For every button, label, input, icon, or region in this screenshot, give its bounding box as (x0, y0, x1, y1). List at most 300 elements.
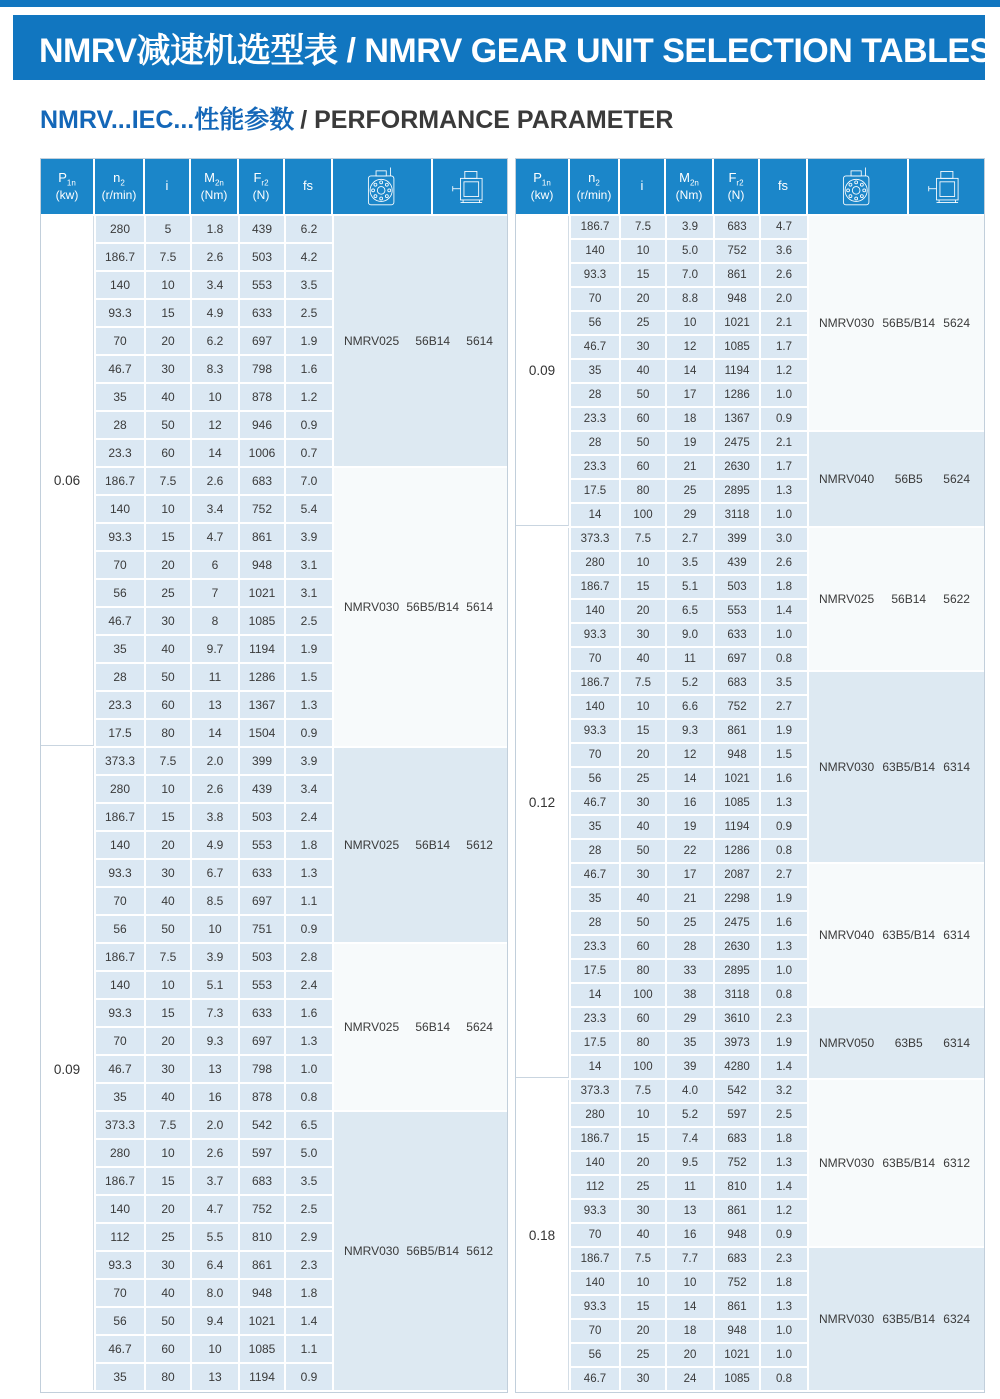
cell-fs: 7.0 (286, 468, 332, 494)
cell-fs: 4.7 (761, 216, 807, 238)
col-header-fs (285, 159, 331, 214)
cell-fr2: 2895 (715, 960, 759, 982)
cell-n2: 46.7 (96, 1336, 144, 1362)
cell-n2: 186.7 (571, 216, 619, 238)
cell-fs: 1.6 (761, 768, 807, 790)
col-header-symbol: fs (777, 178, 789, 194)
col-header-symbol: $M_{2n}$ (679, 169, 699, 188)
cell-fr2: 503 (240, 804, 284, 830)
model-cell (809, 432, 984, 526)
cell-i: 50 (146, 916, 190, 942)
cell-n2: 70 (96, 1028, 144, 1054)
cell-fs: 1.0 (761, 1344, 807, 1366)
cell-n2: 56 (96, 1308, 144, 1334)
flange-size: 56B5/B14 (406, 1244, 460, 1258)
model-name: NMRV025 (344, 838, 400, 852)
cell-i: 100 (621, 504, 665, 526)
cell-i: 10 (621, 696, 665, 718)
cell-m2n: 10 (667, 312, 713, 334)
cell-m2n: 9.4 (192, 1308, 238, 1334)
cell-n2: 140 (571, 1272, 619, 1294)
cell-m2n: 6 (192, 552, 238, 578)
cell-n2: 14 (571, 1056, 619, 1078)
data-grid (571, 432, 807, 526)
cell-m2n: 6.2 (192, 328, 238, 354)
cell-i: 60 (621, 456, 665, 478)
cell-m2n: 16 (667, 1224, 713, 1246)
cell-i: 20 (146, 832, 190, 858)
cell-fr2: 3973 (715, 1032, 759, 1054)
cell-m2n: 3.5 (667, 552, 713, 574)
flange-size: 63B5/B14 (882, 928, 936, 942)
cell-fs: 1.6 (761, 912, 807, 934)
data-grid (571, 216, 807, 430)
unit-code: 5614 (466, 334, 493, 348)
cell-fs: 1.3 (761, 936, 807, 958)
cell-n2: 112 (96, 1224, 144, 1250)
cell-n2: 112 (571, 1176, 619, 1198)
col-header-symbol: $F_{r2}$ (253, 169, 269, 188)
cell-fr2: 1286 (240, 664, 284, 690)
cell-fs: 4.2 (286, 244, 332, 270)
cell-fs: 6.5 (286, 1112, 332, 1138)
cell-fs: 1.6 (286, 356, 332, 382)
model-name: NMRV030 (819, 1312, 875, 1326)
cell-m2n: 3.9 (667, 216, 713, 238)
data-grid (96, 748, 332, 942)
cell-n2: 280 (96, 1140, 144, 1166)
cell-fs: 1.8 (761, 1128, 807, 1150)
subgroup-column (96, 748, 507, 1390)
cell-i: 10 (146, 272, 190, 298)
cell-i: 15 (621, 576, 665, 598)
cell-i: 10 (621, 1272, 665, 1294)
cell-i: 40 (621, 816, 665, 838)
cell-n2: 140 (571, 1152, 619, 1174)
model-name: NMRV025 (344, 334, 400, 348)
cell-fr2: 948 (715, 288, 759, 310)
cell-m2n: 2.0 (192, 748, 238, 774)
cell-fs: 2.1 (761, 312, 807, 334)
cell-i: 40 (146, 1280, 190, 1306)
cell-n2: 17.5 (571, 960, 619, 982)
model-name: NMRV030 (344, 600, 400, 614)
cell-i: 100 (621, 1056, 665, 1078)
cell-n2: 186.7 (571, 1128, 619, 1150)
top-border-strip (0, 0, 1000, 7)
flange-size: 63B5/B14 (882, 1312, 936, 1326)
cell-fs: 3.9 (286, 748, 332, 774)
subgroup-column (96, 216, 507, 746)
cell-n2: 93.3 (96, 1252, 144, 1278)
power-group (516, 216, 984, 526)
cell-m2n: 7.7 (667, 1248, 713, 1270)
cell-m2n: 2.6 (192, 468, 238, 494)
model-subgroup (571, 1248, 984, 1390)
cell-m2n: 12 (192, 412, 238, 438)
cell-i: 7.5 (621, 528, 665, 550)
cell-i: 60 (621, 408, 665, 430)
cell-fs: 1.4 (761, 1056, 807, 1078)
cell-n2: 186.7 (96, 1168, 144, 1194)
data-grid (571, 864, 807, 1006)
cell-n2: 186.7 (96, 804, 144, 830)
cell-i: 10 (146, 496, 190, 522)
col-header-unit: (N) (252, 188, 270, 203)
power-group (516, 528, 984, 1078)
cell-n2: 46.7 (571, 1368, 619, 1390)
cell-fr2: 1085 (715, 1368, 759, 1390)
cell-n2: 70 (571, 648, 619, 670)
cell-fs: 1.2 (286, 384, 332, 410)
model-subgroup (96, 748, 507, 942)
cell-n2: 28 (96, 412, 144, 438)
cell-i: 25 (621, 1176, 665, 1198)
cell-n2: 35 (571, 360, 619, 382)
cell-m2n: 5.0 (667, 240, 713, 262)
cell-fr2: 752 (240, 1196, 284, 1222)
model-cell (334, 944, 507, 1110)
cell-fs: 1.2 (761, 360, 807, 382)
cell-fr2: 861 (715, 1200, 759, 1222)
cell-fs: 1.3 (286, 1028, 332, 1054)
cell-i: 7.5 (621, 216, 665, 238)
cell-i: 15 (621, 1296, 665, 1318)
cell-n2: 35 (571, 888, 619, 910)
model-cell (809, 672, 984, 862)
cell-i: 40 (621, 360, 665, 382)
model-name: NMRV025 (819, 592, 875, 606)
selection-table-left (40, 158, 508, 1393)
cell-m2n: 2.0 (192, 1112, 238, 1138)
model-subgroup (571, 1080, 984, 1246)
flange-size: 56B5/B14 (406, 600, 460, 614)
cell-fs: 1.7 (761, 336, 807, 358)
model-subgroup (571, 672, 984, 862)
cell-fr2: 948 (715, 1320, 759, 1342)
cell-fr2: 1367 (715, 408, 759, 430)
cell-n2: 70 (571, 288, 619, 310)
flange-size: 56B5/B14 (882, 316, 936, 330)
cell-n2: 93.3 (571, 720, 619, 742)
cell-n2: 46.7 (571, 792, 619, 814)
cell-m2n: 3.9 (192, 944, 238, 970)
cell-i: 50 (621, 840, 665, 862)
model-cell (809, 1008, 984, 1078)
cell-fr2: 2298 (715, 888, 759, 910)
col-header-symbol: $P_{1n}$ (533, 169, 551, 188)
cell-m2n: 13 (192, 692, 238, 718)
col-header-fr2 (714, 159, 758, 214)
cell-fr2: 683 (715, 1128, 759, 1150)
cell-i: 15 (146, 1168, 190, 1194)
cell-n2: 46.7 (96, 356, 144, 382)
cell-m2n: 33 (667, 960, 713, 982)
cell-m2n: 14 (667, 1296, 713, 1318)
cell-fs: 2.3 (286, 1252, 332, 1278)
cell-m2n: 17 (667, 864, 713, 886)
cell-i: 25 (621, 312, 665, 334)
cell-m2n: 6.5 (667, 600, 713, 622)
cell-i: 7.5 (146, 1112, 190, 1138)
cell-fr2: 751 (240, 916, 284, 942)
cell-fr2: 1194 (240, 1364, 284, 1390)
cell-i: 20 (621, 1152, 665, 1174)
cell-m2n: 20 (667, 1344, 713, 1366)
cell-m2n: 4.9 (192, 832, 238, 858)
table-body (516, 216, 984, 1392)
cell-n2: 28 (571, 432, 619, 454)
unit-code: 5622 (943, 592, 970, 606)
cell-i: 7.5 (146, 244, 190, 270)
cell-m2n: 14 (667, 360, 713, 382)
cell-fr2: 633 (240, 1000, 284, 1026)
flange-size: 63B5/B14 (882, 760, 936, 774)
cell-fr2: 1021 (240, 1308, 284, 1334)
cell-n2: 35 (571, 816, 619, 838)
cell-m2n: 24 (667, 1368, 713, 1390)
page-title: NMRV减速机选型表 / NMRV GEAR UNIT SELECTION TABLES (39, 32, 992, 70)
cell-fr2: 697 (715, 648, 759, 670)
cell-fr2: 4280 (715, 1056, 759, 1078)
cell-m2n: 10 (667, 1272, 713, 1294)
flange-size: 56B5 (894, 472, 923, 486)
model-cell (334, 1112, 507, 1390)
cell-fr2: 1194 (715, 816, 759, 838)
cell-fr2: 861 (715, 720, 759, 742)
cell-i: 30 (621, 336, 665, 358)
cell-n2: 35 (96, 1364, 144, 1390)
cell-m2n: 5.1 (192, 972, 238, 998)
cell-i: 15 (621, 720, 665, 742)
cell-fs: 2.3 (761, 1248, 807, 1270)
cell-fr2: 399 (715, 528, 759, 550)
cell-fs: 1.9 (761, 720, 807, 742)
cell-m2n: 8 (192, 608, 238, 634)
cell-m2n: 16 (192, 1084, 238, 1110)
cell-fs: 0.7 (286, 440, 332, 466)
cell-fr2: 597 (715, 1104, 759, 1126)
cell-i: 7.5 (621, 672, 665, 694)
cell-i: 80 (621, 1032, 665, 1054)
cell-fs: 1.5 (286, 664, 332, 690)
gearbox-front-view-icon (333, 159, 431, 214)
cell-fs: 2.8 (286, 944, 332, 970)
cell-m2n: 7.4 (667, 1128, 713, 1150)
cell-fr2: 752 (240, 496, 284, 522)
col-header-p1n (516, 159, 568, 214)
model-name: NMRV030 (819, 1156, 875, 1170)
cell-fr2: 1504 (240, 720, 284, 746)
cell-i: 80 (146, 720, 190, 746)
cell-i: 25 (621, 1344, 665, 1366)
cell-fr2: 553 (240, 972, 284, 998)
data-grid (571, 528, 807, 670)
cell-m2n: 21 (667, 888, 713, 910)
unit-code: 6314 (943, 760, 970, 774)
model-cell (809, 864, 984, 1006)
cell-n2: 93.3 (571, 624, 619, 646)
model-subgroup (571, 1008, 984, 1078)
cell-n2: 14 (571, 504, 619, 526)
cell-i: 25 (621, 768, 665, 790)
cell-fs: 2.6 (761, 552, 807, 574)
cell-m2n: 25 (667, 480, 713, 502)
cell-fs: 2.7 (761, 696, 807, 718)
cell-fs: 0.9 (761, 816, 807, 838)
cell-fs: 1.3 (761, 480, 807, 502)
cell-n2: 23.3 (96, 440, 144, 466)
cell-m2n: 7.0 (667, 264, 713, 286)
unit-code: 6324 (943, 1312, 970, 1326)
cell-i: 25 (146, 1224, 190, 1250)
col-header-symbol: $P_{1n}$ (58, 169, 76, 188)
cell-n2: 280 (96, 776, 144, 802)
cell-i: 80 (621, 960, 665, 982)
cell-i: 30 (621, 1368, 665, 1390)
cell-fs: 2.5 (286, 300, 332, 326)
section-subtitle (40, 100, 673, 136)
cell-i: 50 (146, 664, 190, 690)
cell-i: 20 (621, 288, 665, 310)
col-header-symbol: fs (302, 178, 314, 194)
cell-fs: 1.9 (761, 1032, 807, 1054)
cell-m2n: 2.6 (192, 776, 238, 802)
cell-fr2: 948 (240, 1280, 284, 1306)
cell-i: 10 (621, 240, 665, 262)
cell-i: 60 (146, 692, 190, 718)
col-header-fs (760, 159, 806, 214)
cell-i: 10 (146, 1140, 190, 1166)
cell-fs: 1.4 (761, 600, 807, 622)
cell-n2: 93.3 (571, 1296, 619, 1318)
cell-n2: 93.3 (96, 300, 144, 326)
model-subgroup (571, 864, 984, 1006)
cell-n2: 17.5 (571, 1032, 619, 1054)
col-header-n2 (570, 159, 618, 214)
col-header-symbol: $F_{r2}$ (728, 169, 744, 188)
cell-n2: 70 (571, 1224, 619, 1246)
cell-fs: 5.4 (286, 496, 332, 522)
cell-i: 50 (621, 912, 665, 934)
power-group (41, 216, 507, 746)
table-body (41, 216, 507, 1392)
power-group-label: 0.09 (41, 748, 94, 1390)
cell-fs: 1.3 (286, 860, 332, 886)
cell-fs: 1.0 (761, 504, 807, 526)
cell-fr2: 2630 (715, 936, 759, 958)
cell-i: 40 (146, 1084, 190, 1110)
col-header-unit: (kw) (55, 188, 79, 203)
cell-fs: 1.0 (761, 384, 807, 406)
cell-i: 30 (621, 864, 665, 886)
cell-m2n: 14 (192, 440, 238, 466)
data-grid (571, 1080, 807, 1246)
gearbox-motor-side-view-icon (909, 159, 984, 214)
cell-fr2: 946 (240, 412, 284, 438)
unit-code: 6314 (943, 928, 970, 942)
cell-m2n: 17 (667, 384, 713, 406)
selection-table-right (515, 158, 985, 1393)
cell-n2: 56 (571, 1344, 619, 1366)
col-header-symbol: i (640, 178, 644, 194)
model-name: NMRV040 (819, 472, 875, 486)
cell-fr2: 1085 (715, 792, 759, 814)
col-header-p1n (41, 159, 93, 214)
cell-fs: 5.0 (286, 1140, 332, 1166)
cell-fs: 1.0 (761, 1320, 807, 1342)
cell-n2: 93.3 (96, 860, 144, 886)
model-name: NMRV040 (819, 928, 875, 942)
col-header-symbol: $M_{2n}$ (204, 169, 224, 188)
cell-m2n: 3.7 (192, 1168, 238, 1194)
cell-fr2: 1194 (715, 360, 759, 382)
cell-n2: 140 (96, 832, 144, 858)
cell-n2: 56 (571, 312, 619, 334)
col-header-unit: (Nm) (675, 188, 703, 203)
model-cell (334, 468, 507, 746)
model-name: NMRV030 (819, 760, 875, 774)
cell-n2: 46.7 (571, 336, 619, 358)
cell-i: 20 (146, 1028, 190, 1054)
cell-fr2: 1021 (715, 1344, 759, 1366)
subgroup-column (571, 216, 984, 526)
model-name: NMRV030 (819, 316, 875, 330)
cell-i: 30 (146, 608, 190, 634)
flange-size: 63B5/B14 (882, 1156, 936, 1170)
cell-fs: 1.3 (761, 1296, 807, 1318)
data-grid (571, 1008, 807, 1078)
cell-fs: 0.8 (761, 984, 807, 1006)
model-subgroup (96, 468, 507, 746)
col-header-m2n (666, 159, 712, 214)
cell-m2n: 28 (667, 936, 713, 958)
cell-fs: 1.9 (286, 636, 332, 662)
cell-m2n: 38 (667, 984, 713, 1006)
cell-i: 60 (621, 936, 665, 958)
table-header-row (516, 159, 984, 214)
cell-m2n: 4.9 (192, 300, 238, 326)
cell-n2: 373.3 (571, 528, 619, 550)
cell-fs: 2.5 (286, 1196, 332, 1222)
cell-fr2: 948 (715, 1224, 759, 1246)
cell-m2n: 9.0 (667, 624, 713, 646)
model-subgroup (571, 216, 984, 430)
cell-fr2: 861 (715, 264, 759, 286)
cell-m2n: 7.3 (192, 1000, 238, 1026)
cell-m2n: 8.5 (192, 888, 238, 914)
cell-n2: 140 (571, 240, 619, 262)
cell-fs: 2.5 (761, 1104, 807, 1126)
cell-m2n: 19 (667, 816, 713, 838)
cell-fs: 3.6 (761, 240, 807, 262)
cell-m2n: 1.8 (192, 216, 238, 242)
cell-i: 20 (621, 744, 665, 766)
cell-fs: 0.8 (761, 648, 807, 670)
cell-i: 80 (621, 480, 665, 502)
cell-fs: 1.2 (761, 1200, 807, 1222)
cell-fs: 1.8 (761, 576, 807, 598)
unit-code: 5624 (943, 316, 970, 330)
data-grid (571, 1248, 807, 1390)
cell-n2: 23.3 (571, 1008, 619, 1030)
cell-i: 15 (146, 524, 190, 550)
cell-m2n: 18 (667, 408, 713, 430)
model-subgroup (571, 432, 984, 526)
cell-fs: 1.5 (761, 744, 807, 766)
cell-fr2: 1021 (715, 312, 759, 334)
cell-fs: 0.9 (286, 916, 332, 942)
